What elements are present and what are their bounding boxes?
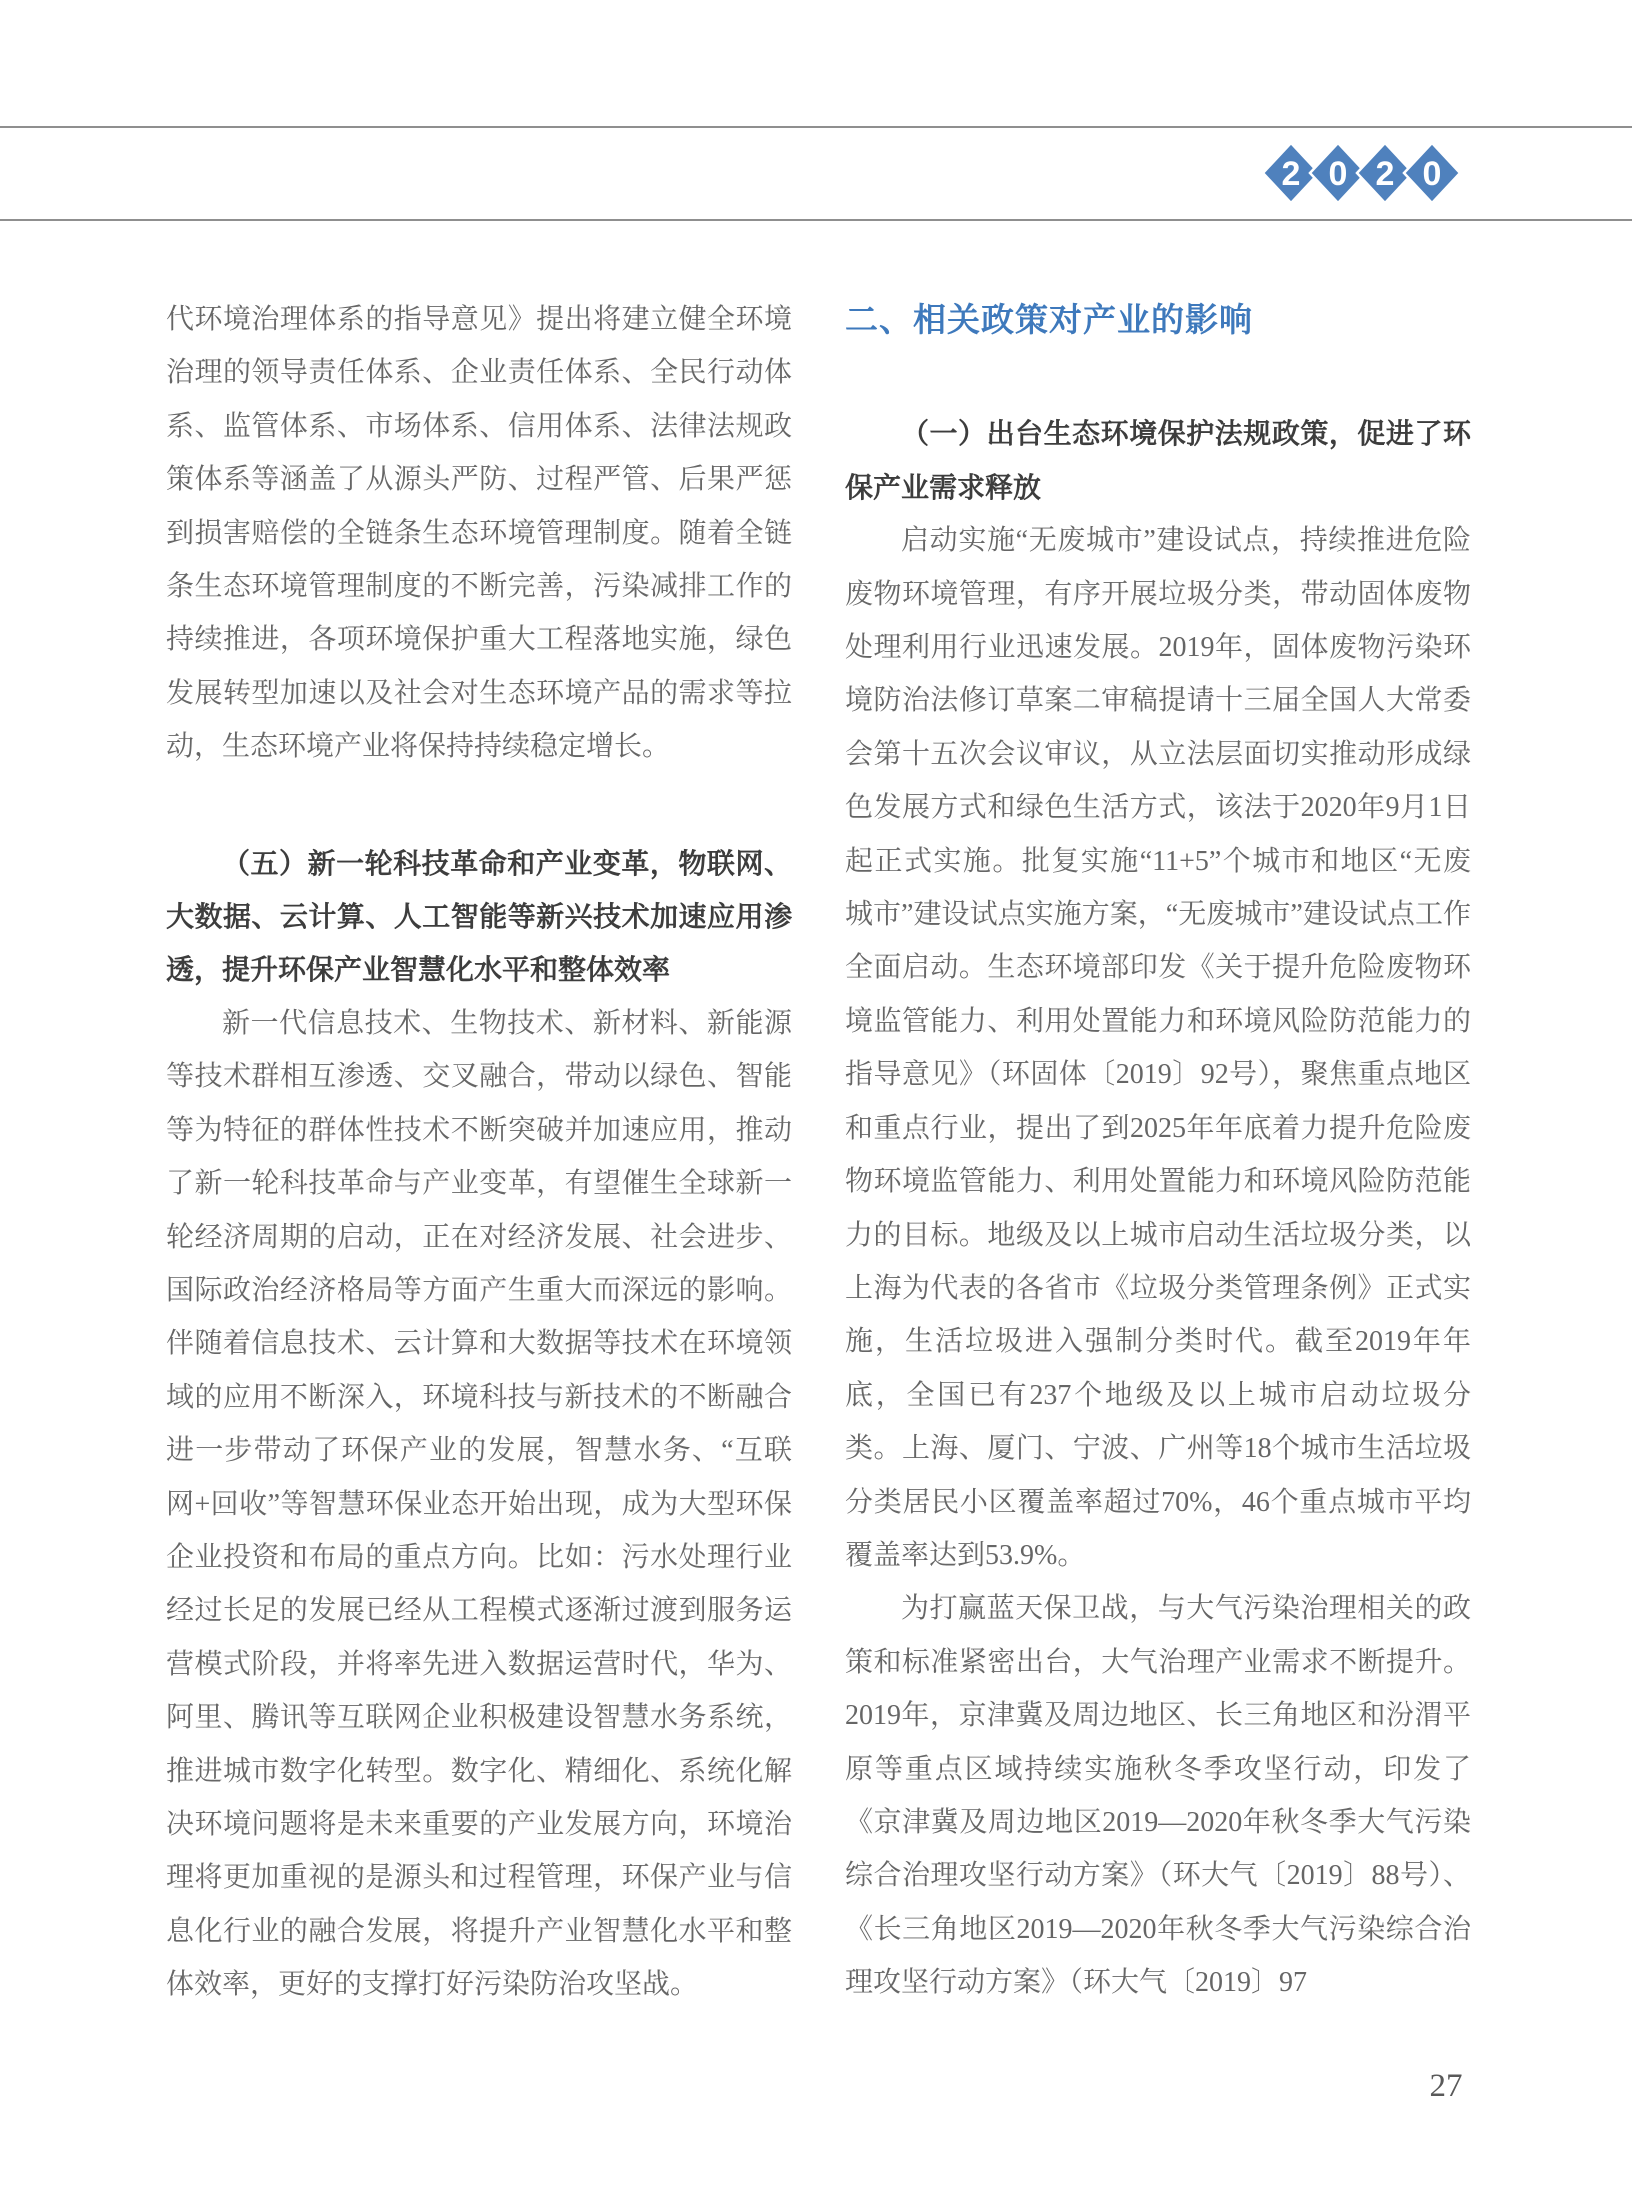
logo-digit: 0 xyxy=(1328,155,1348,193)
header-rule-bottom xyxy=(0,219,1632,221)
page-number: 27 xyxy=(1429,2068,1463,2104)
subsection-heading-5: （五）新一轮科技革命和产业变革，物联网、大数据、云计算、人工智能等新兴技术加速应用渗透，提升环保产业智慧化水平和整体效率 xyxy=(166,847,792,986)
logo-digit: 2 xyxy=(1375,155,1395,193)
right-column xyxy=(845,293,1471,2010)
right-paragraph-2: 为打赢蓝天保卫战，与大气污染治理相关的政策和标准紧密出台，大气治理产业需求不断提升。2019年，京津冀及周边地区、长三角地区和汾渭平原等重点区域持续实施秋冬季攻坚行动，印发了《京津冀及周边地区2019—2020年秋冬季大气污染综合治理攻坚行动方案》（环大气〔2019〕88号）、《长三角地区2019—2020年秋冬季大气污染综合治理攻坚行动方案》（环大气〔2019〕97 xyxy=(845,1593,1471,1999)
left-column xyxy=(166,293,792,2012)
logo-digit: 2 xyxy=(1281,155,1301,193)
logo-digit: 0 xyxy=(1422,155,1442,193)
right-paragraph-1: 启动实施“无废城市”建设试点，持续推进危险废物环境管理，有序开展垃圾分类，带动固体废物处理利用行业迅速发展。2019年，固体废物污染环境防治法修订草案二审稿提请十三届全国人大常委会第十五次会议审议，从立法层面切实推动形成绿色发展方式和绿色生活方式，该法于2020年9月1日起正式实施。批复实施“11+5”个城市和地区“无废城市”建设试点实施方案，“无废城市”建设试点工作全面启动。生态环境部印发《关于提升危险废物环境监管能力、利用处置能力和环境风险防范能力的指导意见》（环固体〔2019〕92号），聚焦重点地区和重点行业，提出了到2025年年底着力提升危险废物环境监管能力、利用处置能力和环境风险防范能力的目标。地级及以上城市启动生活垃圾分类，以上海为代表的各省市《垃圾分类管理条例》正式实施，生活垃圾进入强制分类时代。截至2019年年底，全国已有237个地级及以上城市启动垃圾分类。上海、厦门、宁波、广州等18个城市生活垃圾分类居民小区覆盖率超过70%，46个重点城市平均覆盖率达到53.9%。 xyxy=(845,525,1471,1571)
left-paragraph-2: 新一代信息技术、生物技术、新材料、新能源等技术群相互渗透、交叉融合，带动以绿色、智能等为特征的群体性技术不断突破并加速应用，推动了新一轮科技革命与产业变革，有望催生全球新一轮经济周期的启动，正在对经济发展、社会进步、国际政治经济格局等方面产生重大而深远的影响。伴随着信息技术、云计算和大数据等技术在环境领域的应用不断深入，环境科技与新技术的不断融合进一步带动了环保产业的发展，智慧水务、“互联网+回收”等智慧环保业态开始出现，成为大型环保企业投资和布局的重点方向。比如：污水处理行业经过长足的发展已经从工程模式逐渐过渡到服务运营模式阶段，并将率先进入数据运营时代，华为、阿里、腾讯等互联网企业积极建设智慧水务系统，推进城市数字化转型。数字化、精细化、系统化解决环境问题将是未来重要的产业发展方向，环境治理将更加重视的是源头和过程管理，环保产业与信息化行业的融合发展，将提升产业智慧化水平和整体效率，更好的支撑打好污染防治攻坚战。 xyxy=(166,1007,792,2001)
left-paragraph-continuation: 代环境治理体系的指导意见》提出将建立健全环境治理的领导责任体系、企业责任体系、全民行动体系、监管体系、市场体系、信用体系、法律法规政策体系等涵盖了从源头严防、过程严管、后果严惩到损害赔偿的全链条生态环境管理制度。随着全链条生态环境管理制度的不断完善，污染减排工作的持续推进，各项环境保护重大工程落地实施，绿色发展转型加速以及社会对生态环境产品的需求等拉动，生态环境产业将保持持续稳定增长。 xyxy=(166,304,792,763)
logo-2020-icon xyxy=(1262,141,1460,205)
header-rule-top xyxy=(0,126,1632,128)
subsection-heading-1: （一）出台生态环境保护法规政策，促进了环保产业需求释放 xyxy=(845,418,1471,503)
section-title: 二、相关政策对产业的影响 xyxy=(845,301,1253,338)
